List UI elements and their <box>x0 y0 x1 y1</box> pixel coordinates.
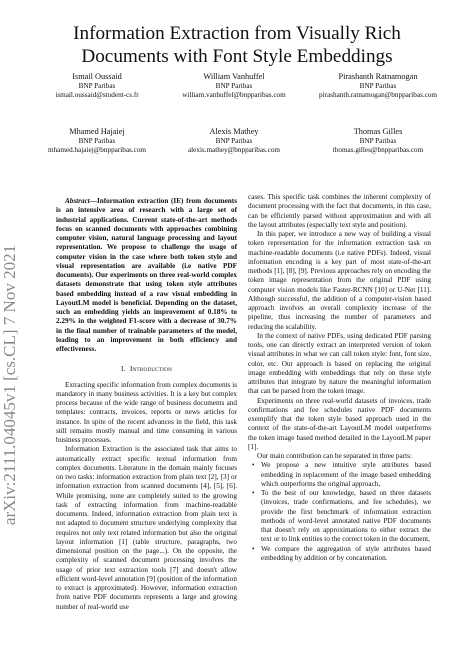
intro-paragraph-1: Extracting specific information from complex documents is mandatory in many business activities. It is a key but complex process because of the wide range of business documents and templates: contracts, invoices, reports or news articles for instance. In spite of the recent advances in the field, this task still remains mostly manual and time consuming in various business processes. <box>56 380 237 444</box>
author-affiliation: BNP Paribas <box>215 81 253 90</box>
author-name: Alexis Mathey <box>209 127 259 136</box>
right-paragraph-3: In the context of native PDFs, using dedicated PDF parsing tools, one can directly extract an interpreted version of token visual attributes in what we can call token style: font, font size, color, etc. Our approach is based on replacing the original image embedding with embeddings that rely on these style attributes that integrate by nature the meaningful information that can be parsed from the token image. <box>248 331 431 396</box>
title-line-1: Information Extraction from Visually Rich <box>73 23 401 44</box>
author-6 <box>304 127 452 156</box>
author-name: Thomas Gilles <box>353 127 403 136</box>
section-heading-introduction <box>56 365 237 374</box>
author-email: alexis.mathey@bnpparibas.com <box>187 146 281 155</box>
right-paragraph-4: Experiments on three real-world datasets of invoices, trade confirmations and fee schedules native PDF documents exemplify that the token style based approach used in the context of the state-of-the-art LayoutLM model outperforms the token image based method detailed in the LayoutLM paper [1]. <box>248 396 431 451</box>
abstract: Abstract—Information extraction (IE) from documents is an intensive area of research with a large set of industrial applications. Current state-of-the-art methods focus on scanned documents with approaches combining computer vision, natural language processing and layout representation. We propose to challenge the usage of computer vision in the case where both token style and visual representation are available (i.e native PDF documents). Our experiments on three real-world complex datasets demonstrate that using token style attributes based embedding instead of a raw visual embedding in LayoutLM model is beneficial. Depending on the dataset, such an embedding yields an improvement of 0.18% to 2.29% in the weighted F1-score with a decrease of 30.7% in the final number of trainable parameters of the model, leading to an improvement in both efficiency and effectiveness. <box>56 197 237 353</box>
right-paragraph-2: In this paper, we introduce a new way of building a visual token representation for the information extraction task on machine-readable documents (i.e native PDFs). Indeed, visual information encoding is a key part of most state-of-the-art methods [1], [8], [9]. Previous approaches rely on encoding the token image representation from the original PDF using computer vision models like Faster-RCNN [10] or U-Net [11]. Although successful, the addition of a computer-vision based approach involves an overall complexity increase of the pipeline, thus increasing the number of parameters and reducing the scalability. <box>248 230 431 331</box>
author-affiliation: BNP Paribas <box>215 136 253 145</box>
contribution-list <box>248 461 431 563</box>
section-number: I. <box>120 365 126 374</box>
author-3 <box>304 72 452 101</box>
right-paragraph-5: Our main contribution can be separated in three parts: <box>257 452 412 460</box>
author-1 <box>23 72 171 101</box>
contribution-item-2: • To the best of our knowledge, based on three datasets (invoices, trade confirmations, and fee schedules), we provide the first benchmark of information extraction methods of word-level annotated native PDF documents that doesn't rely on approximations to either extract the text or to link entities to the correct token in the document, <box>261 489 431 545</box>
section-title: Introduction <box>129 365 173 374</box>
author-4 <box>23 127 171 156</box>
paper-title <box>20 22 454 68</box>
author-affiliation: BNP Paribas <box>359 136 397 145</box>
author-affiliation: BNP Paribas <box>359 81 397 90</box>
author-2 <box>160 72 308 101</box>
author-affiliation: BNP Paribas <box>78 81 116 90</box>
arxiv-id-text: arXiv:2111.04045v1 [cs.CL] 7 Nov 2021 <box>0 244 19 526</box>
title-line-2: Documents with Font Style Embeddings <box>81 46 393 67</box>
abstract-label: Abstract <box>65 197 90 205</box>
author-5 <box>160 127 308 156</box>
intro-paragraph-2: Information Extraction is the associated task that aims to automatically extract specific textual information from complex documents. Literature in the domain mainly focuses on two tasks: information extraction from plain text [2], [3] or information extraction from scanned documents [4], [5], [6]. While promising, none are completely suited to the growing task of extracting information from machine-readable documents. Indeed, information extraction from plain text is not adapted to document structure underlying complexity that requires not only text related information but also the original layout information [1] (table structure, paragraphs, two dimensional position on the page...). On the opposite, the complexity of scanned document processing involves the usage of prior text extraction tools [7] and doesn't allow efficient word-level annotation [9] (position of the information to extract is approximated). However, information extraction from native PDF documents represents a large and growing number of real-world use <box>56 445 237 611</box>
author-email: thomas.gilles@bnpparibas.com <box>332 146 424 155</box>
author-name: Pirashanth Ratnamogan <box>338 72 418 81</box>
author-affiliation: BNP Paribas <box>78 136 116 145</box>
right-paragraph-1: cases. This specific task combines the inherent complexity of document processing with the fact that documents, in this case, can be efficiently parsed without approximation and with all the layout attributes (especially text style and position). <box>248 193 431 229</box>
author-email: william.vanhuffel@bnpparibas.com <box>182 91 286 100</box>
left-column <box>56 197 237 612</box>
author-email: mhamed.hajaiej@bnpparibas.com <box>47 146 147 155</box>
contribution-item-3: • We compare the aggregation of style attributes based embedding by addition or by concatenation. <box>261 545 431 564</box>
author-name: Mhamed Hajaiej <box>69 127 125 136</box>
contribution-item-1: • We propose a new intuitive style attributes based embedding in replacement of the image based embedding which outperforms the original approach, <box>261 461 431 489</box>
author-email: ismail.oussaid@student-cs.fr <box>55 91 139 100</box>
author-email: pirashanth.ratnamogan@bnpparibas.com <box>319 91 437 100</box>
author-name: William Vanhuffel <box>203 72 265 81</box>
abstract-body: Information extraction (IE) from documents is an intensive area of research with a large set of industrial applications. Current state-of-the-art methods focus on scanned documents with approaches combining computer vision, natural language processing and layout representation. We propose to challenge the usage of computer vision in the case where both token style and visual representation are available (i.e native PDF documents). Our experiments on three real-world complex datasets demonstrate that using token style attributes based embedding instead of a raw visual embedding in LayoutLM model is beneficial. Depending on the dataset, such an embedding yields an improvement of 0.18% to 2.29% in the weighted F1-score with a decrease of 30.7% in the final number of trainable parameters of the model, leading to an improvement in both efficiency and effectiveness. <box>56 197 237 353</box>
right-column <box>248 193 431 563</box>
author-name: Ismail Oussaid <box>72 72 122 81</box>
